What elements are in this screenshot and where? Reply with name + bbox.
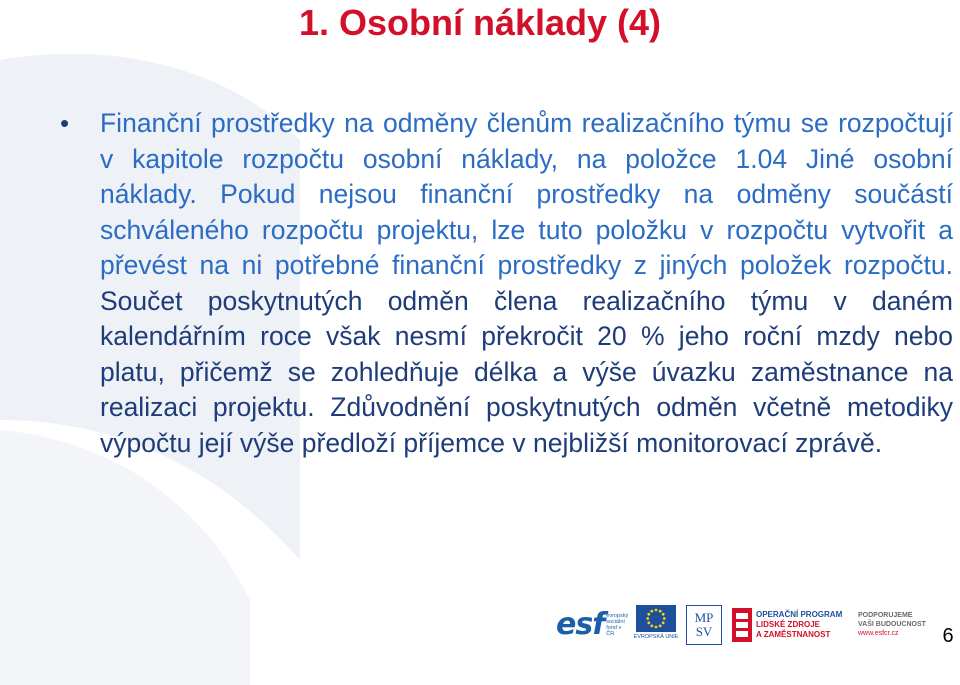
body-text xyxy=(100,106,953,461)
esf-logo-letters: esf xyxy=(556,606,605,642)
esf-logo-subtitle xyxy=(606,613,628,637)
op-lzz-logo xyxy=(732,608,854,642)
slide-title: 1. Osobní náklady (4) xyxy=(298,2,662,43)
esf-logo-line1: evropský xyxy=(606,612,629,619)
eu-flag-icon xyxy=(636,605,676,632)
footer-logos xyxy=(556,602,960,647)
op-lzz-line2: LIDSKÉ ZDROJE xyxy=(756,619,821,629)
op-lzz-line1: OPERAČNÍ PROGRAM xyxy=(756,609,843,619)
bullet-paragraph xyxy=(60,106,955,461)
esf-logo xyxy=(556,605,628,645)
esf-logo-line2: sociální xyxy=(606,618,625,625)
mpsv-logo xyxy=(686,605,722,645)
esf-logo-line3: fond v ČR xyxy=(606,624,622,637)
body-text-part1: Finanční prostředky na odměny členům realizačního týmu se rozpočtují v kapitole rozpočtu osobní náklady, na položce 1.04 Jiné osobní náklady. Pokud nejsou finanční prostředky na odměny součástí schváleného rozpočtu projektu, lze tuto položku v rozpočtu vytvořit a převést na ni potřebné finanční prostředky z jiných položek rozpočtu. xyxy=(100,108,953,280)
page-number: 6 xyxy=(942,625,954,647)
op-lzz-text xyxy=(756,610,842,640)
bullet-marker: • xyxy=(60,108,70,138)
support-logo-line2: VAŠI BUDOUCNOST xyxy=(858,621,926,628)
mpsv-logo-line2: SV xyxy=(695,623,713,639)
support-logo xyxy=(858,611,944,638)
eu-logo-caption: EVROPSKÁ UNIE xyxy=(633,633,679,640)
mpsv-logo-line1: MP xyxy=(694,609,714,625)
op-lzz-mark-icon xyxy=(732,608,752,642)
op-lzz-line3: A ZAMĚSTNANOST xyxy=(756,629,831,639)
support-logo-url: www.esfcr.cz xyxy=(858,630,899,637)
eu-logo xyxy=(634,605,678,645)
support-logo-line1: PODPORUJEME xyxy=(858,612,913,619)
body-text-part2: Součet poskytnutých odměn člena realizačního týmu v daném kalendářním roce však nesmí překročit 20 % jeho roční mzdy nebo platu, přičemž se zohledňuje délka a výše úvazku zaměstnance na realizaci projektu. Zdůvodnění poskytnutých odměn včetně metodiky výpočtu její výše předloží příjemce v nejbližší monitorovací zprávě. xyxy=(100,285,953,458)
